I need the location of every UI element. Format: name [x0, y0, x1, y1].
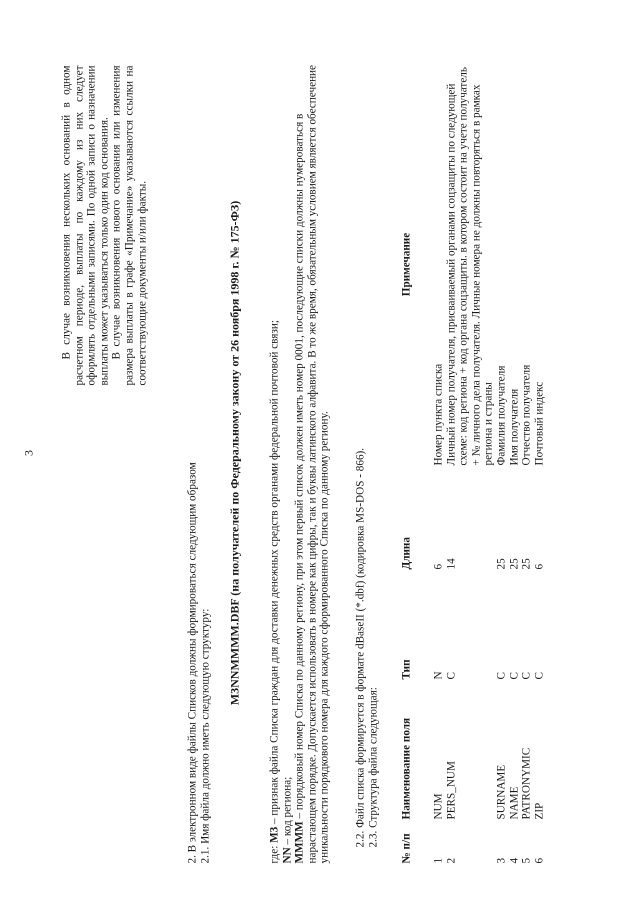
- cell-number: 6: [532, 857, 545, 863]
- cell-type: C: [444, 671, 457, 679]
- table-row: [533, 63, 546, 863]
- note-block: [60, 65, 148, 385]
- note-paragraph-multiple-grounds: В случае возникновения нескольких оснований в одном расчетном периоде, выплаты по каждому из них следует оформлять отдельными записями. По одной записи о назначении выплаты может указываться только один код основания.: [60, 65, 110, 385]
- cell-note: Номер пункта списка: [432, 363, 444, 465]
- legend-m3: [268, 63, 281, 863]
- cell-field-name: SURNAME: [494, 764, 507, 819]
- cell-type: N: [432, 670, 444, 679]
- cell-field-name: PATRONYMIC: [520, 747, 533, 819]
- cell-note: Личный номер получателя, присваиваемый органами соцзащиты по следующей схеме: код региона + код органа соцзащиты. в котором состоит на учете получатель + № личного дела получателя. Личные номера не должны повторяться в рамках региона и страны: [444, 66, 495, 465]
- section-2-heading: 2. В электронном виде файлы Списков должны формироваться следующим образом: [186, 461, 198, 863]
- legend-mmmm-text: – порядковый номер Списка по данному региону, при этом первый список должен иметь номер 0001, последующие списки должны нумероваться в нарастающем порядке. Допускается использовать в номере как цифры, так и буквы латинского алфавита. В то же время, обязательным условием является обеспечение уникальности порядкового номера для каждого сформированного Списка по данному региону.: [293, 64, 331, 863]
- cell-number: 5: [520, 857, 533, 863]
- cell-number: 1: [432, 857, 444, 863]
- cell-type: C: [520, 671, 533, 679]
- cell-note: Имя получателя: [507, 388, 520, 465]
- legend-nn: [281, 63, 294, 863]
- cell-field-name: NUM: [432, 792, 444, 819]
- cell-length: 25: [520, 557, 533, 569]
- legend-m3-key: M3: [268, 826, 280, 843]
- section-2-2: [354, 47, 379, 847]
- cell-length: 25: [494, 557, 507, 569]
- note-paragraph-new-grounds: В случае возникновения нового основания или изменения размера выплаты в графе «Примечание» указываются ссылки на соответствующие документы и/или факты.: [110, 65, 148, 385]
- legend-nn-key: NN: [280, 846, 293, 863]
- table-row: [520, 63, 533, 863]
- section-2: [186, 63, 211, 863]
- section-2-2-text: 2.2. Файл списка формируется в формате dBaseII (*.dbf) (кодировка MS-DOS - 866).: [354, 447, 366, 847]
- table-row: [432, 63, 445, 863]
- section-2-3-text: 2.3. Структура файла следующая:: [366, 686, 379, 847]
- header-number: № п/п: [400, 832, 412, 863]
- cell-note: Фамилия получателя: [494, 365, 507, 465]
- table-row: [495, 63, 508, 863]
- cell-number: 2: [444, 857, 457, 863]
- filename-title: M3NNMMMM.DBF (на получателей по Федеральному закону от 26 ноября 1998 г. № 175-ФЗ): [227, 200, 241, 705]
- cell-note: Отчество получателя: [520, 364, 533, 465]
- cell-type: C: [494, 671, 507, 679]
- cell-number: 4: [507, 857, 520, 863]
- header-note: Примечание: [400, 232, 412, 296]
- cell-type: C: [532, 671, 545, 679]
- header-length: Длина: [400, 536, 412, 569]
- cell-field-name: ZIP: [532, 802, 545, 819]
- filename-legend: [268, 63, 331, 863]
- cell-length: 6: [432, 563, 444, 569]
- cell-field-name: PERS_NUM: [444, 760, 457, 819]
- cell-number: 3: [494, 857, 507, 863]
- legend-m3-text: – признак файла Списка граждан для доставки денежных средств органами федеральной почтовой связи;: [268, 319, 280, 827]
- section-2-1-heading: 2.1. Имя файла должно иметь следующую структуру:: [198, 608, 211, 863]
- cell-length: 6: [532, 563, 545, 569]
- table-header-row: [392, 63, 432, 863]
- legend-mmmm: [293, 63, 331, 863]
- header-field-name: Наименование поля: [400, 717, 412, 819]
- cell-field-name: NAME: [507, 786, 520, 819]
- table-row: [508, 63, 521, 863]
- cell-length: 25: [507, 557, 520, 569]
- file-structure-table: [392, 63, 545, 863]
- cell-type: C: [507, 671, 520, 679]
- legend-nn-text: – код региона;: [280, 776, 293, 847]
- cell-length: 14: [444, 557, 457, 569]
- table-row: [445, 63, 495, 863]
- header-type: Тип: [400, 658, 412, 679]
- legend-mmmm-key: MMMM: [293, 820, 306, 863]
- page-number: 3: [21, 449, 35, 456]
- cell-note: Почтовый индекс: [532, 381, 545, 465]
- legend-where: где:: [268, 845, 280, 863]
